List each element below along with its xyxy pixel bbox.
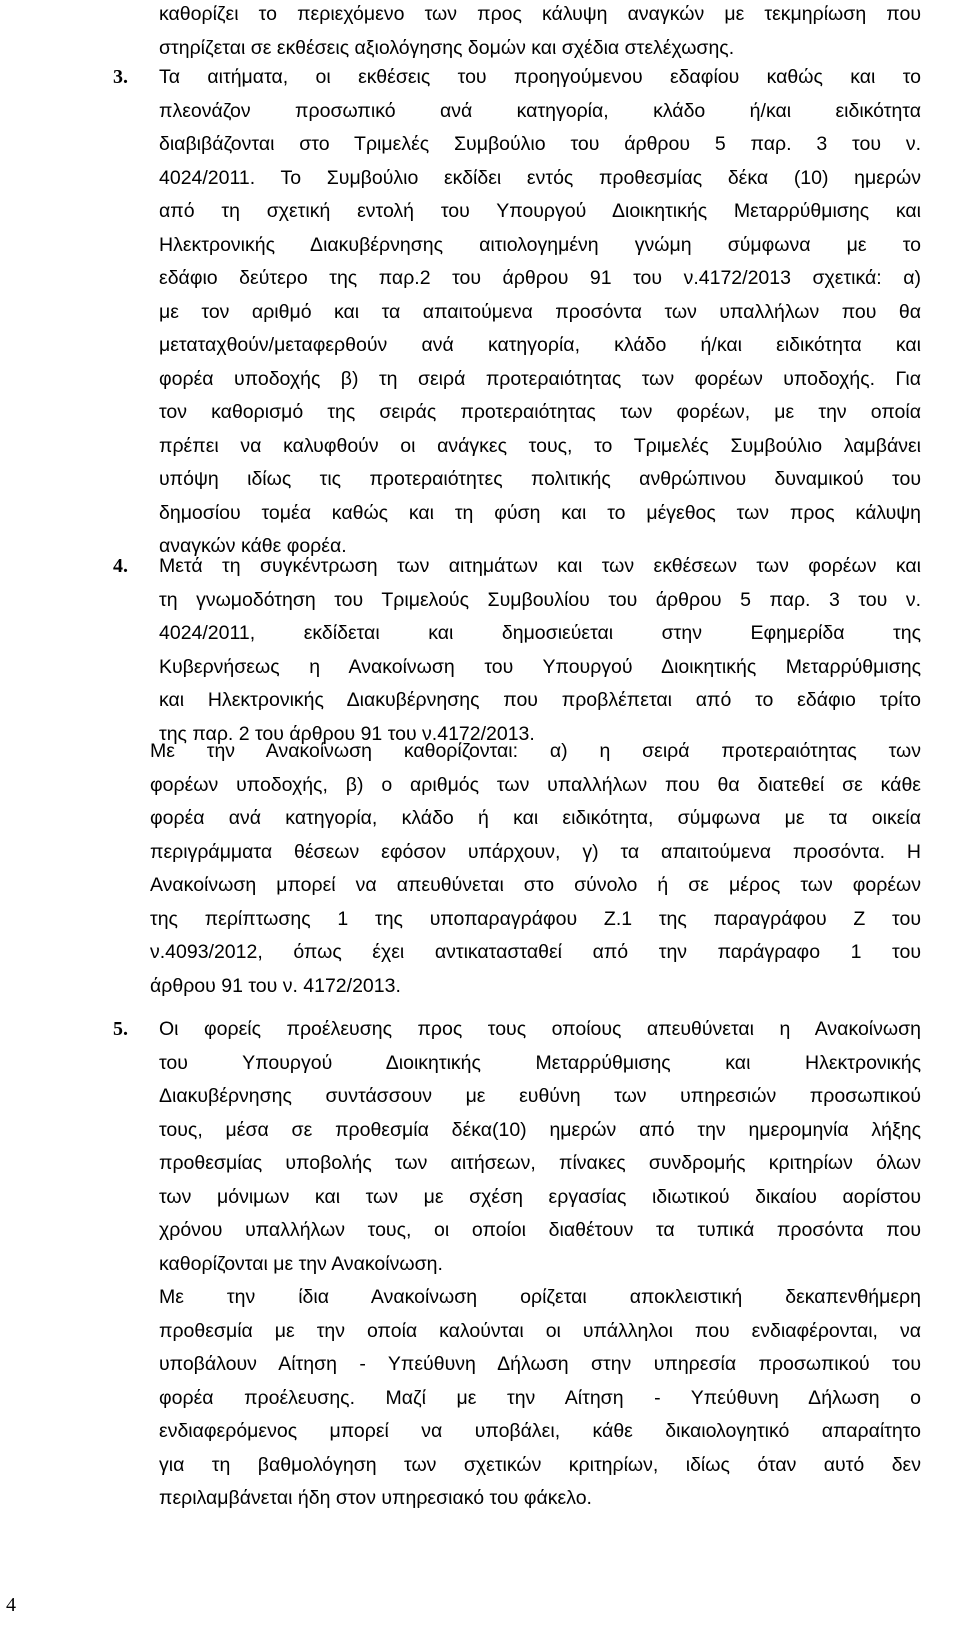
text-line: χρόνου υπαλλήλων τους, οι οποίοι διαθέτουν τα τυπικά προσόντα που bbox=[159, 1219, 921, 1241]
text-line: του Υπουργού Διοικητικής Μεταρρύθμισης και Ηλεκτρονικής bbox=[159, 1051, 921, 1074]
text-line: καθορίζει το περιεχόμενο των προς κάλυψη αναγκών με τεκμηρίωση που bbox=[159, 3, 921, 25]
text-line: περιλαμβάνεται ήδη στον υπηρεσιακό του φάκελο. bbox=[159, 1487, 592, 1509]
item-4-paragraph bbox=[159, 550, 921, 751]
text-line: της περίπτωσης 1 της υποπαραγράφου Ζ.1 της παραγράφου Ζ του bbox=[150, 907, 921, 930]
item-5-paragraph bbox=[159, 1013, 921, 1516]
text-line: 4024/2011, εκδίδεται και δημοσιεύεται στην Εφημερίδα της bbox=[159, 622, 921, 644]
item-4-number: 4. bbox=[113, 555, 128, 577]
text-line: τους, μέσα σε προθεσμία δέκα(10) ημερών από την ημερομηνία λήξης bbox=[159, 1118, 921, 1141]
text-line: 4024/2011. Το Συμβούλιο εκδίδει εντός προθεσμίας δέκα (10) ημερών bbox=[159, 166, 921, 189]
text-line: για τη βαθμολόγηση των σχετικών κριτηρίων, ιδίως όταν αυτό δεν bbox=[159, 1453, 921, 1476]
text-line: Κυβερνήσεως η Ανακοίνωση του Υπουργού Διοικητικής Μεταρρύθμισης bbox=[159, 655, 921, 678]
text-line: δημοσίου τομέα καθώς και τη φύση και το μέγεθος των προς κάλυψη bbox=[159, 501, 921, 524]
item-3-paragraph bbox=[159, 61, 921, 564]
text-line: φορέα ανά κατηγορία, κλάδο ή και ειδικότητα, σύμφωνα με τα οικεία bbox=[150, 807, 921, 829]
text-line: Διακυβέρνησης συντάσσουν με ευθύνη των υπηρεσιών προσωπικού bbox=[159, 1085, 921, 1107]
text-line: φορέα προέλευσης. Μαζί με την Αίτηση - Υπεύθυνη Δήλωση ο bbox=[159, 1386, 921, 1409]
text-line: της παρ. 2 του άρθρου 91 του ν.4172/2013. bbox=[159, 722, 535, 745]
text-line: Οι φορείς προέλευσης προς τους οποίους απευθύνεται η Ανακοίνωση bbox=[159, 1018, 921, 1040]
text-line: πλεονάζον προσωπικό ανά κατηγορία, κλάδο ή/και ειδικότητα bbox=[159, 99, 921, 122]
text-line: Ανακοίνωση μπορεί να απευθύνεται στο σύνολο ή σε μέρος των φορέων bbox=[150, 874, 921, 896]
text-line: υπόψη ιδίως τις προτεραιότητες πολιτικής ανθρώπινου δυναμικού του bbox=[159, 468, 921, 490]
text-line: στηρίζεται σε εκθέσεις αξιολόγησης δομών και σχέδια στελέχωσης. bbox=[159, 36, 735, 59]
text-line: αναγκών κάθε φορέα. bbox=[159, 535, 347, 557]
item-4-continuation bbox=[150, 735, 921, 1003]
page-number: 4 bbox=[6, 1594, 16, 1616]
text-line: ν.4093/2012, όπως έχει αντικατασταθεί από την παράγραφο 1 του bbox=[150, 941, 921, 963]
text-line: φορέων υποδοχής, β) ο αριθμός των υπαλλήλων που θα διατεθεί σε κάθε bbox=[150, 773, 921, 796]
text-line: εδάφιο δεύτερο της παρ.2 του άρθρου 91 του ν.4172/2013 σχετικά: α) bbox=[159, 267, 921, 289]
text-line: περιγράμματα θέσεων εφόσον υπάρχουν, γ) τα απαιτούμενα προσόντα. Η bbox=[150, 840, 921, 863]
text-line: άρθρου 91 του ν. 4172/2013. bbox=[150, 974, 401, 997]
text-line: τη γνωμοδότηση του Τριμελούς Συμβουλίου του άρθρου 5 παρ. 3 του ν. bbox=[159, 588, 921, 611]
text-line: και Ηλεκτρονικής Διακυβέρνησης που προβλέπεται από το εδάφιο τρίτο bbox=[159, 689, 921, 711]
text-line: φορέα υποδοχής β) τη σειρά προτεραιότητας των φορέων υποδοχής. Για bbox=[159, 367, 921, 390]
text-line: υποβάλουν Αίτηση - Υπεύθυνη Δήλωση στην υπηρεσία προσωπικού του bbox=[159, 1353, 921, 1375]
item-3-number: 3. bbox=[113, 66, 128, 88]
text-line: τον καθορισμό της σειράς προτεραιότητας των φορέων, με την οποία bbox=[159, 401, 921, 423]
text-line: Μετά τη συγκέντρωση των αιτημάτων και των εκθέσεων των φορέων και bbox=[159, 555, 921, 577]
text-line: από τη σχετική εντολή του Υπουργού Διοικητικής Μεταρρύθμισης και bbox=[159, 200, 921, 222]
item-5-number: 5. bbox=[113, 1018, 128, 1040]
text-line: διαβιβάζονται στο Τριμελές Συμβούλιο του άρθρου 5 παρ. 3 του ν. bbox=[159, 133, 921, 155]
text-line: με τον αριθμό και τα απαιτούμενα προσόντα των υπαλλήλων που θα bbox=[159, 300, 921, 323]
text-line: πρέπει να καλυφθούν οι ανάγκες τους, το Τριμελές Συμβούλιο λαμβάνει bbox=[159, 434, 921, 457]
text-line: Ηλεκτρονικής Διακυβέρνησης αιτιολογημένη γνώμη σύμφωνα με το bbox=[159, 233, 921, 256]
text-line: προθεσμίας υποβολής των αιτήσεων, πίνακες συνδρομής κριτηρίων όλων bbox=[159, 1152, 921, 1174]
text-line: μεταταχθούν/μεταφερθούν ανά κατηγορία, κλάδο ή/και ειδικότητα και bbox=[159, 334, 921, 356]
text-line: Τα αιτήματα, οι εκθέσεις του προηγούμενου εδαφίου καθώς και το bbox=[159, 66, 921, 88]
text-line: Με την Ανακοίνωση καθορίζονται: α) η σειρά προτεραιότητας των bbox=[150, 740, 921, 762]
text-line: καθορίζονται με την Ανακοίνωση. bbox=[159, 1252, 443, 1275]
text-line: προθεσμία με την οποία καλούνται οι υπάλληλοι που ενδιαφέρονται, να bbox=[159, 1319, 921, 1342]
text-line: Με την ίδια Ανακοίνωση ορίζεται αποκλειστική δεκαπενθήμερη bbox=[159, 1286, 921, 1308]
text-line: των μόνιμων και των με σχέση εργασίας ιδιωτικού δικαίου αορίστου bbox=[159, 1185, 921, 1208]
text-line: ενδιαφερόμενος μπορεί να υποβάλει, κάθε δικαιολογητικό απαραίτητο bbox=[159, 1420, 921, 1442]
intro-paragraph bbox=[159, 0, 921, 65]
